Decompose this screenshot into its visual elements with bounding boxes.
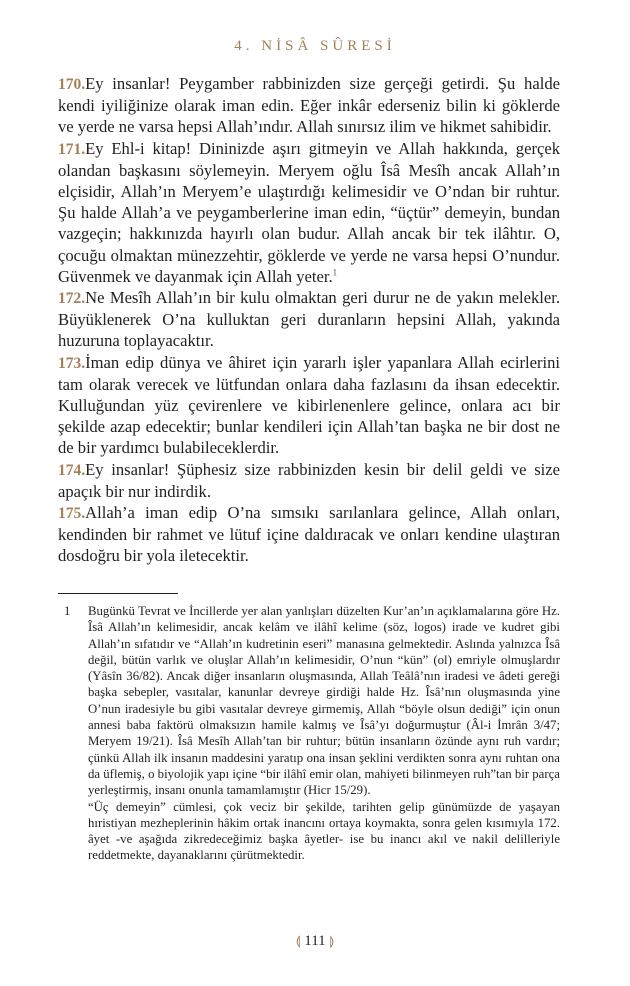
footnote-number: 1 bbox=[64, 604, 71, 618]
footnote-paragraph: “Üç demeyin” cümlesi, çok veciz bir şekilde, tarihten gelip günümüzde de yaşayan hıristiyan mezheplerinin hâkim ortak inancını ortaya koymakta, sonra gelen kısımıyla 172. âyet -ve aşağıda zikredeceğimiz başka âyetler- ise bu inancı akıl ve nakil delilleriyle reddetmekte, dayanaklarını çürütmektedir. bbox=[88, 799, 560, 863]
verse-text: Ey insanlar! Şüphesiz size rabbinizden kesin bir delil geldi ve size apaçık bir nur indirdik. bbox=[58, 459, 560, 501]
verse-number: 170. bbox=[58, 76, 86, 93]
verse-175 bbox=[58, 502, 560, 567]
verse-173 bbox=[58, 352, 560, 459]
verse-number: 174. bbox=[58, 461, 86, 479]
verse-text: İman edip dünya ve âhiret için yararlı işler yapanlara Allah ecirlerini tam olarak verecek ve lütfundan onlara daha fazlasını da ihsan edecektir. Kulluğundan yüz çevirenlere ve kibirlenenlere gelince, onlara acı bir şekilde azap edecektir; bunlar kendileri için Allah’tan başka ne bir dost ne de bir yardımcı bulabileceklerdir. bbox=[58, 352, 560, 458]
verse-text: Ne Mesîh Allah’ın bir kulu olmaktan geri durur ne de yakın melekler. Büyüklenerek O’na kulluktan geri duranların hepsini Allah, yakında huzuruna toplayacaktır. bbox=[58, 288, 560, 351]
verse-number: 171. bbox=[58, 140, 86, 158]
left-ornament-icon: ⟬ bbox=[295, 933, 301, 948]
verse-text: Ey Ehl-i kitap! Dininizde aşırı gitmeyin ve Allah hakkında, gerçek olandan başkasını söylemeyin. Meryem oğlu Îsâ Mesîh ancak Allah’ın elçisidir, Allah’ın Meryem’e ulaştırdığı kelimesidir ve O’ndan bir ruhtur. Şu halde Allah’a ve peygamberlerine iman edin, “üçtür” demeyin, bundan vazgeçin; hakkınızda hayırlı olan budur. Allah ancak bir tek ilâhtır. O, çocuğu olmaktan münezzehtir, göklerde ve yerde ne varsa hepsi O’nundur. Güvenmek ve dayanmak için Allah yeter. bbox=[58, 138, 560, 286]
verse-171 bbox=[58, 138, 560, 287]
verse-174 bbox=[58, 459, 560, 502]
footnote-body bbox=[88, 603, 560, 864]
verse-text: Ey insanlar! Peygamber rabbinizden size gerçeği getirdi. Şu halde kendi iyiliğinize olarak iman edin. Eğer inkâr ederseniz bilin ki göklerde ve yerde ne varsa hepsi Allah’ındır. Allah sınırsız ilim ve hikmet sahibidir. bbox=[58, 74, 560, 137]
page-number-value: 111 bbox=[304, 933, 326, 949]
footnote-section bbox=[58, 603, 560, 864]
footnote-1 bbox=[58, 603, 560, 864]
verse-number: 173. bbox=[58, 354, 86, 372]
verse-number: 175. bbox=[58, 505, 86, 523]
footnote-paragraph: Bugünkü Tevrat ve İncillerde yer alan yanlışları düzelten Kur’an’ın açıklamalarına göre Hz. Îsâ Allah’ın kelimesidir, ancak kelâm ve ilâhî kelime (söz, logos) irade ve kudret gibi Allah’ın sıfatıdır ve “Allah’ın kudretinin eseri” manasına gelmektedir. Aslında yalnızca Îsâ değil, bütün varlık ve oluşlar Allah’ın kelimesidir, O’nun “kün” (ol) emriyle olmuşlardır (Yâsîn 36/82). Ancak diğer insanların oluşmasında, Allah Teâlâ’nın iradesi ve âdeti gereği başka sebepler, vasıtalar, kanunlar devreye girdiği halde Hz. Îsâ’nın oluşmasında yine O’nun iradesiyle bu gibi vasıtalar devreye girmemiş, Allah “böyle olsun dediği” için onun annesi baba faktörü olmaksızın hamile kalmış ve Îsâ’yı doğurmuştur (Âl-i İmrân 3/47; Meryem 19/21). Îsâ Mesîh Allah’tan bir ruhtur; bütün insanların özünde aynı ruh vardır; çünkü Allah ilk insanın maddesini yaratıp ona insan şeklini verdikten sonra aynı ruhtan ona da üflemiş, o biyolojik yapı içine “bir ilâhî emir olan, mahiyeti bilinmeyen ruh”tan bir parça yerleştirmiş, insanı onunla tamamlamıştır (Hicr 15/29). bbox=[88, 604, 560, 798]
footnote-ref[interactable]: 1 bbox=[332, 267, 338, 278]
verse-170 bbox=[58, 73, 560, 138]
right-ornament-icon: ⟭ bbox=[329, 933, 335, 948]
verse-text: Allah’a iman edip O’na sımsıkı sarılanlara gelince, Allah onları, kendinden bir rahmet ve lütuf içine daldıracak ve onları kendine ulaştıran dosdoğru bir yola iletecektir. bbox=[58, 503, 560, 566]
verse-list bbox=[58, 73, 560, 567]
footnote-divider bbox=[58, 593, 178, 594]
running-header: 4. NİSÂ SÛRESİ bbox=[234, 38, 396, 54]
verse-172 bbox=[58, 287, 560, 352]
page-number bbox=[0, 933, 630, 950]
verse-number: 172. bbox=[58, 290, 86, 308]
